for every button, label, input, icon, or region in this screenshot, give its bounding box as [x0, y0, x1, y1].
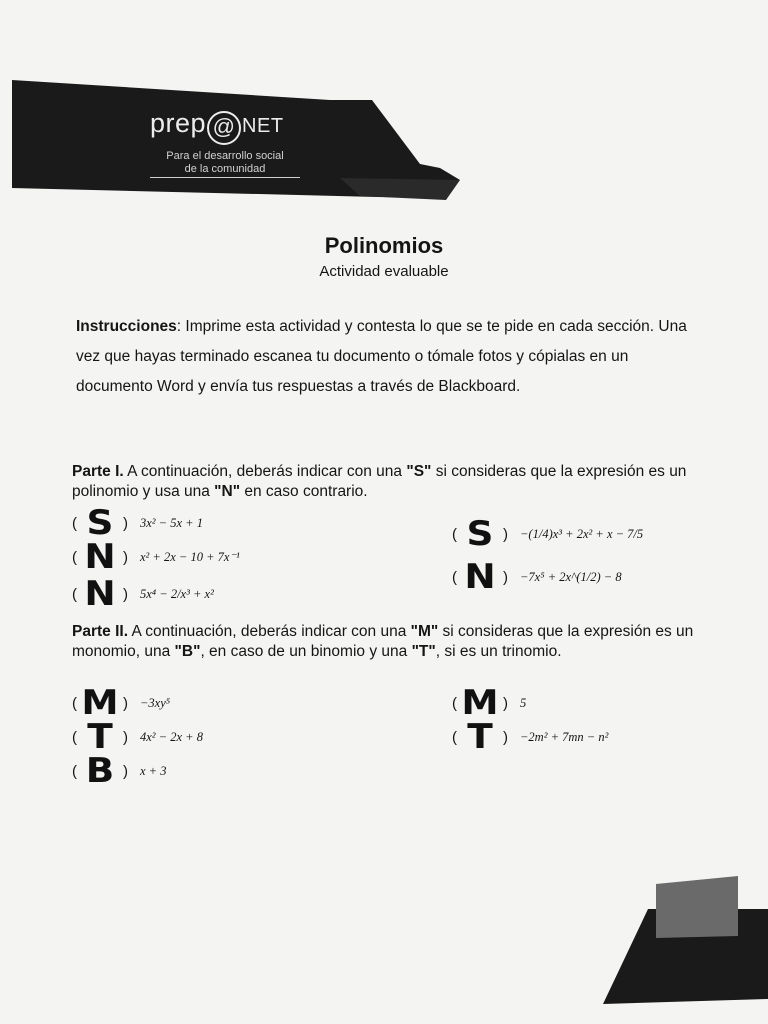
parte-2-right-column	[452, 683, 609, 757]
answer-mark: N	[464, 557, 496, 597]
parte-2-left-column	[72, 683, 203, 791]
list-item: ( S ) 3x² − 5x + 1	[72, 503, 203, 543]
answer-mark: M	[81, 683, 119, 723]
logo-tagline: Para el desarrollo social de la comunidad	[166, 150, 284, 175]
prepanet-logo: prep @ NET	[150, 108, 284, 145]
expression: x² + 2x − 10 + 7x⁻¹	[140, 550, 240, 564]
list-item: ( M ) −3xy⁵	[72, 683, 171, 723]
list-item: ( B ) x + 3	[72, 751, 167, 791]
answer-mark: T	[467, 717, 493, 757]
parte-1-left-column	[72, 503, 240, 614]
list-item: ( S ) −(1/4)x³ + 2x² + x − 7/5	[452, 514, 644, 554]
expression: x + 3	[140, 763, 167, 778]
answer-mark: S	[86, 503, 114, 543]
instructions-paragraph: Instrucciones: Imprime esta actividad y contesta lo que se te pide en cada sección. Una vez que hayas terminado escanea tu documento o tómale fotos y cópialas en un documento Word y envía tus respuestas a través de Blackboard.	[76, 318, 687, 395]
list-item: ( M ) 5	[452, 683, 527, 723]
parte-1-right-column	[452, 512, 644, 597]
page-title: Polinomios	[324, 233, 444, 258]
expression: −7x⁵ + 2x^(1/2) − 8	[520, 569, 622, 584]
page-subtitle: Actividad evaluable	[319, 263, 449, 280]
tagline-rule	[150, 177, 300, 178]
expression: 5	[520, 695, 527, 710]
answer-mark: N	[84, 537, 116, 577]
list-item: ( T ) 4x² − 2x + 8	[72, 717, 203, 757]
expression: 4x² − 2x + 8	[140, 729, 203, 744]
expression: −(1/4)x³ + 2x² + x − 7/5	[520, 526, 644, 541]
expression: −3xy⁵	[140, 695, 171, 710]
list-item: ( N ) 5x⁴ − 2/x³ + x²	[72, 574, 214, 614]
parte-1-heading: Parte I. A continuación, deberás indicar con una "S" si consideras que la expresión es un polinomio y usa una "N" en caso contrario.	[72, 463, 687, 500]
answer-mark: N	[84, 574, 116, 614]
list-item: ( N ) x² + 2x − 10 + 7x⁻¹	[72, 537, 240, 577]
answer-mark: B	[85, 751, 115, 791]
expression: −2m² + 7mn − n²	[520, 729, 609, 744]
expression: 5x⁴ − 2/x³ + x²	[140, 586, 214, 601]
list-item: ( N ) −7x⁵ + 2x^(1/2) − 8	[452, 557, 622, 597]
answer-mark: S	[466, 514, 494, 554]
expression: 3x² − 5x + 1	[140, 515, 203, 530]
answer-mark: M	[461, 683, 499, 723]
answer-mark: T	[87, 717, 113, 757]
parte-2-heading: Parte II. A continuación, deberás indicar con una "M" si consideras que la expresión es un monomio, una "B", en caso de un binomio y una "T", si es un trinomio.	[72, 623, 694, 660]
corner-decoration	[588, 874, 768, 1024]
list-item: ( T ) −2m² + 7mn − n²	[452, 717, 609, 757]
